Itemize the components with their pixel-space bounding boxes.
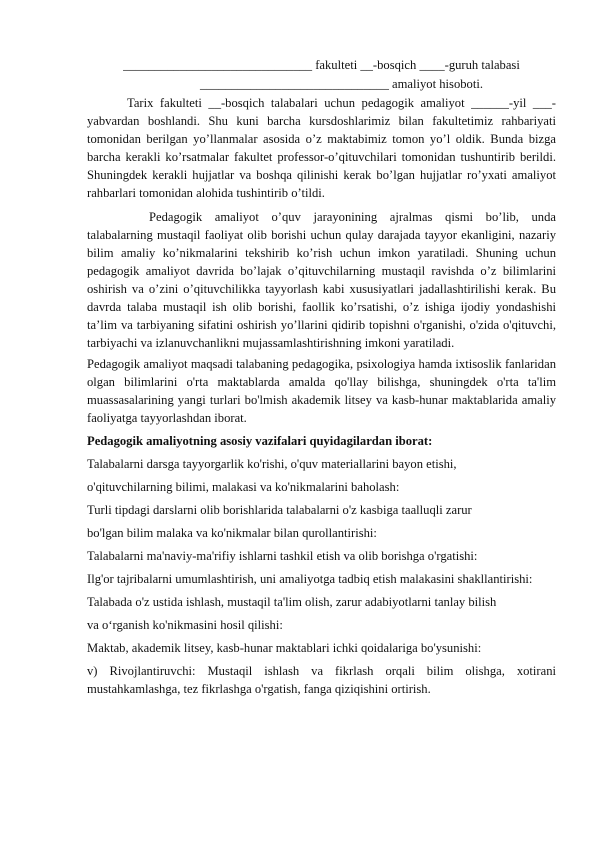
tasks-heading: Pedagogik amaliyotning asosiy vazifalari quyidagilardan iborat: bbox=[87, 434, 433, 448]
paragraph-second: Pedagogik amaliyot o’quv jarayonining ajralmas qismi bo’lib, unda talabalarning mustaqil faoliyat olib borishi uchun qulay darajada tayyor ekanligini, nazariy bilim amaliy ko’nikmalarini tekshirib ko’rish uchun imkon yaratiladi. Shuning uchun pedagogik amaliyot davrida bo’lajak o’qituvchilarning mustaqil ravishda o’z bilimlarini oshirish va o’zini o’qituvchilikka tayyorlash kabi xususiyatlari jadallashtirilishi kerak. Bu davrda talaba mustaqil ish olib borishi, faollik ko’rsatishi, o’z ishiga ijodiy yondashishi ta’lim va tarbiyaning sifatini oshirish yo’llarini qidirib topishni o'rganishi, o'zida o'qituvchi, tarbiyachi va izlanuvchanlikni mujassamlashtirishning imkoni yaratiladi. bbox=[87, 210, 556, 350]
task-line: v) Rivojlantiruvchi: Mustaqil ishlash va fikrlash orqali bilim olishga, xotirani mustahkamlashga, tez fikrlashga o'rgatish, fanga qiziqishini ortirish. bbox=[87, 664, 556, 696]
task-line: Turli tipdagi darslarni olib borishlarida talabalarni o'z kasbiga taalluqli zarur bbox=[87, 503, 472, 517]
task-line: Ilg'or tajribalarni umumlashtirish, uni amaliyotga tadbiq etish malakasini shakllantirishi: bbox=[87, 572, 533, 586]
report-header-line-1: ______________________________ fakulteti __-bosqich ____-guruh talabasi bbox=[123, 58, 520, 72]
paragraph-third: Pedagogik amaliyot maqsadi talabaning pedagogika, psixologiya hamda ixtisoslik fanlaridan olgan bilimlarini o'rta maktablarda amalda qo'llay bilishga, shuningdek o'rta ta'lim muassasalarining yangi turlari bo'lmish akademik litsey va kasb-hunar maktablarida amaliy faoliyatga tayyorlashdan iborat. bbox=[87, 357, 556, 425]
task-line: bo'lgan bilim malaka va ko'nikmalar bilan qurollantirishi: bbox=[87, 526, 377, 540]
task-line: va o‘rganish ko'nikmasini hosil qilishi: bbox=[87, 618, 283, 632]
paragraph-intro: Tarix fakulteti __-bosqich talabalari uchun pedagogik amaliyot ______-yil ___-yabvardan boshlandi. Shu kuni barcha kursdoshlarimiz bilan fakultetimiz rahbariyati tomonidan berilgan yo’llanmalar asosida o’z maktabimiz tomon yo’l oldik. Bunda bizga barcha kerakli ko’rsatmalar fakultet professor-o’qituvchilari tomonidan tushuntirib berildi. Shuningdek kerakli hujjatlar va boshqa qilinishi kerak bo’lgan hujjatlar ro’yxati amaliyot rahbarlari tomonidan alohida tushintirib o’tildi. bbox=[87, 96, 556, 200]
task-line: o'qituvchilarning bilimi, malakasi va ko'nikmalarini baholash: bbox=[87, 480, 400, 494]
task-line: Talabada o'z ustida ishlash, mustaqil ta'lim olish, zarur adabiyotlarni tanlay bilish bbox=[87, 595, 497, 609]
task-line: Talabalarni ma'naviy-ma'rifiy ishlarni tashkil etish va olib borishga o'rgatishi: bbox=[87, 549, 478, 563]
report-header-line-2: ______________________________ amaliyot hisoboti. bbox=[199, 77, 483, 91]
task-line: Talabalarni darsga tayyorgarlik ko'rishi, o'quv materiallarini bayon etishi, bbox=[87, 457, 457, 471]
task-line: Maktab, akademik litsey, kasb-hunar maktablari ichki qoidalariga bo'ysunishi: bbox=[87, 641, 482, 655]
document-page bbox=[87, 56, 556, 703]
